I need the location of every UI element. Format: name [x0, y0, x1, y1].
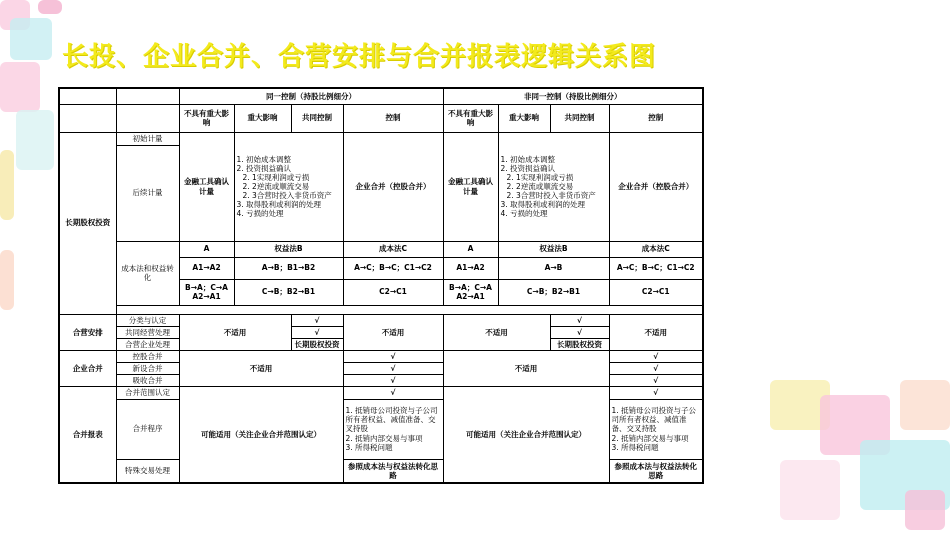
conv-cell: A→C；B→C；C1→C2 [343, 257, 443, 279]
check-cell: √ [550, 314, 609, 326]
section-cfs: 合并报表 [59, 387, 116, 483]
list-item: 2. 2逆流或顺流交易 [506, 181, 574, 191]
applicable-cell: 可能适用（关注企业合并范围认定） [179, 387, 343, 483]
check-cell: √ [343, 350, 443, 362]
header-non-same-control: 非同一控制（持股比例细分） [443, 88, 703, 104]
ref-conv-cell: 参照成本法与权益法转化思路 [609, 459, 703, 483]
corner-cell [59, 104, 116, 132]
list-item: 1. 抵销母公司投资与子公司所有者权益、减值准备、交叉持股 [611, 406, 697, 434]
fin-tool-cell: 金融工具确认计量 [443, 132, 498, 241]
row-label-cfs-proc: 合并程序 [116, 399, 179, 459]
check-cell: √ [609, 350, 703, 362]
list-item: 3. 所得税问题 [611, 442, 659, 452]
na-cell: 不适用 [179, 350, 343, 386]
row-label-subsequent: 后续计量 [116, 145, 179, 241]
corner-cell [116, 104, 179, 132]
check-cell: √ [343, 387, 443, 399]
section-ja: 合营安排 [59, 314, 116, 350]
na-cell: 不适用 [609, 314, 703, 350]
lti-short-cell: 长期股权投资 [550, 338, 609, 350]
list-item: 2. 2逆流或顺流交易 [242, 181, 310, 191]
conv-a: A [179, 241, 234, 257]
subsequent-list-nsc [498, 132, 609, 241]
na-cell: 不适用 [443, 314, 550, 350]
corner-cell [116, 88, 179, 104]
proc-list-sc [343, 399, 443, 459]
check-cell: √ [291, 326, 343, 338]
conv-cell: A1→A2 [179, 257, 234, 279]
col-joint-control: 共同控制 [550, 104, 609, 132]
conv-equity: 权益法B [234, 241, 343, 257]
check-cell: √ [291, 314, 343, 326]
relationship-table [58, 87, 704, 484]
decoration-square [900, 380, 950, 430]
row-label-bc-new: 新设合并 [116, 363, 179, 375]
decoration-square [0, 150, 14, 220]
conv-cell: A1→A2 [443, 257, 498, 279]
na-cell: 不适用 [343, 314, 443, 350]
fin-tool-cell: 金融工具确认计量 [179, 132, 234, 241]
ref-conv-cell: 参照成本法与权益法转化思路 [343, 459, 443, 483]
row-label-ja-joint-venture: 合营企业处理 [116, 338, 179, 350]
list-item: 2. 1实现利润或亏损 [242, 172, 310, 182]
ent-merge-cell: 企业合并（控股合并） [343, 132, 443, 241]
list-item: 2. 抵销内部交易与事项 [345, 433, 423, 443]
page-title: 长投、企业合并、合营安排与合并报表逻辑关系图 [62, 42, 657, 72]
ent-merge-cell: 企业合并（控股合并） [609, 132, 703, 241]
list-item: 1. 抵销母公司投资与子公司所有者权益、减值准备、交叉持股 [345, 406, 438, 434]
list-item: 4. 亏损的处理 [236, 209, 284, 219]
list-item: 3. 所得税问题 [345, 442, 393, 452]
col-no-significant-influence: 不具有重大影响 [443, 104, 498, 132]
corner-cell [59, 88, 116, 104]
row-label-ja-joint-op: 共同经营处理 [116, 326, 179, 338]
row-label-initial: 初始计量 [116, 132, 179, 145]
col-significant-influence: 重大影响 [234, 104, 291, 132]
list-item: 1. 初始成本调整 [236, 154, 292, 164]
row-label-bc-holding: 控股合并 [116, 350, 179, 362]
row-label-cfs-special: 特殊交易处理 [116, 459, 179, 483]
conv-a: A [443, 241, 498, 257]
conv-cell: B→A；C→A A2→A1 [179, 279, 234, 305]
decoration-square [38, 0, 62, 14]
decoration-square [780, 460, 840, 520]
applicable-cell: 可能适用（关注企业合并范围认定） [443, 387, 609, 483]
row-label-cfs-scope: 合并范围认定 [116, 387, 179, 399]
list-item: 2. 3合营时投入非货币资产 [506, 191, 596, 201]
check-cell: √ [343, 363, 443, 375]
section-lti: 长期股权投资 [59, 132, 116, 314]
conv-cell: B→A；C→A A2→A1 [443, 279, 498, 305]
list-item: 3. 取得股利或利润的处理 [236, 200, 322, 210]
conv-equity: 权益法B [498, 241, 609, 257]
row-label-ja-class: 分类与认定 [116, 314, 179, 326]
col-significant-influence: 重大影响 [498, 104, 550, 132]
row-label-bc-absorb: 吸收合并 [116, 375, 179, 387]
proc-list-nsc [609, 399, 703, 459]
list-item: 1. 初始成本调整 [500, 154, 556, 164]
list-item: 2. 投资损益确认 [500, 163, 556, 173]
conv-cell: A→C；B→C；C1→C2 [609, 257, 703, 279]
header-same-control: 同一控制（持股比例细分） [179, 88, 443, 104]
col-no-significant-influence: 不具有重大影响 [179, 104, 234, 132]
conv-cost: 成本法C [343, 241, 443, 257]
check-cell: √ [609, 363, 703, 375]
decoration-square [0, 62, 40, 112]
row-label-conversion: 成本法和权益转化 [116, 241, 179, 305]
conv-cell: C2→C1 [343, 279, 443, 305]
decoration-square [16, 110, 54, 170]
check-cell: √ [609, 375, 703, 387]
conv-cost: 成本法C [609, 241, 703, 257]
list-item: 4. 亏损的处理 [500, 209, 548, 219]
check-cell: √ [609, 387, 703, 399]
conv-cell: C→B；B2→B1 [498, 279, 609, 305]
col-joint-control: 共同控制 [291, 104, 343, 132]
section-bc: 企业合并 [59, 350, 116, 386]
decoration-square [0, 250, 14, 310]
list-item: 2. 1实现利润或亏损 [506, 172, 574, 182]
check-cell: √ [550, 326, 609, 338]
conv-cell: A→B [498, 257, 609, 279]
list-item: 2. 3合营时投入非货币资产 [242, 191, 332, 201]
conv-cell: C2→C1 [609, 279, 703, 305]
list-item: 3. 取得股利或利润的处理 [500, 200, 586, 210]
subsequent-list-sc [234, 132, 343, 241]
na-cell: 不适用 [443, 350, 609, 386]
col-control: 控制 [609, 104, 703, 132]
check-cell: √ [343, 375, 443, 387]
conv-cell: C→B；B2→B1 [234, 279, 343, 305]
list-item: 2. 投资损益确认 [236, 163, 292, 173]
col-control: 控制 [343, 104, 443, 132]
decoration-square [10, 18, 52, 60]
lti-short-cell: 长期股权投资 [291, 338, 343, 350]
conv-cell: A→B；B1→B2 [234, 257, 343, 279]
na-cell: 不适用 [179, 314, 291, 350]
list-item: 2. 抵销内部交易与事项 [611, 433, 689, 443]
decoration-square [905, 490, 945, 530]
